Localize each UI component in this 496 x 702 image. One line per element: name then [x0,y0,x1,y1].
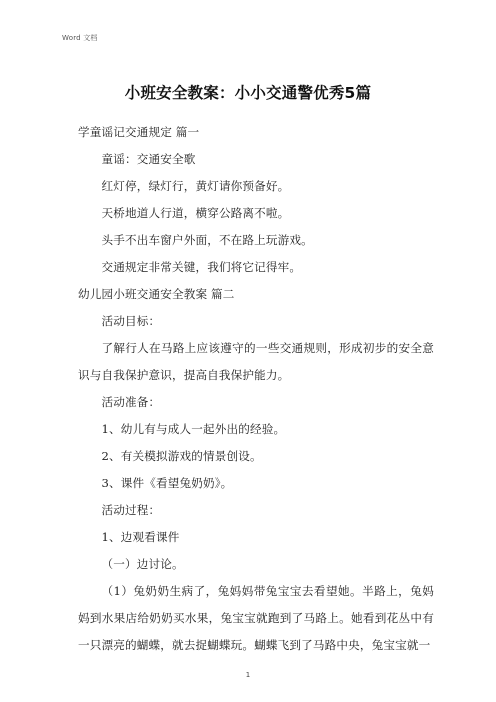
list-item: 2、有关模拟游戏的情景创设。 [101,449,262,463]
paragraph: 活动过程： [101,503,161,517]
list-item: 1、边观看课件 [101,530,180,544]
document-body [78,119,434,659]
paragraph: 天桥地道人行道，横穿公路离不啦。 [101,206,290,220]
list-item: 1、幼儿有与成人一起外出的经验。 [101,422,286,436]
paragraph: 了解行人在马路上应该遵守的一些交通规则，形成初步的安全意识与自我保护意识，提高自我保护能力。 [78,341,434,382]
paragraph: 头手不出车窗户外面，不在路上玩游戏。 [101,233,313,247]
document-title: 小班安全教案：小小交通警优秀5篇 [124,84,372,102]
section-heading-2: 幼儿园小班交通安全教案 篇二 [78,287,235,301]
paragraph: 童谣：交通安全歌 [101,152,196,166]
list-item: （一）边讨论。 [101,557,184,571]
document-header-label: Word 文档 [62,34,98,42]
paragraph: 交通规定非常关键，我们将它记得牢。 [101,260,302,274]
paragraph: 红灯停，绿灯行，黄灯请你预备好。 [101,179,290,193]
list-item: 3、课件《看望兔奶奶》。 [101,476,233,490]
page-number: 1 [245,671,251,679]
section-heading-1: 学童谣记交通规定 篇一 [78,125,200,139]
paragraph: 活动目标： [101,314,161,328]
paragraph: （1）兔奶奶生病了，兔妈妈带兔宝宝去看望她。半路上，兔妈妈到水果店给奶奶买水果，兔宝宝就跑到了马路上。她看到花丛中有一只漂亮的蝴蝶，就去捉蝴蝶玩。蝴蝶飞到了马路中央，兔宝宝就一 [78,584,434,652]
paragraph: 活动准备： [101,395,161,409]
